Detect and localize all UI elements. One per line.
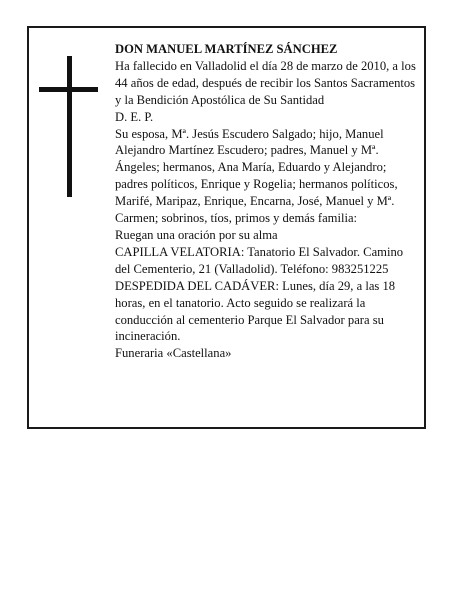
rest-in-peace: D. E. P. — [115, 109, 154, 124]
obituary-notice — [27, 26, 426, 429]
chapel-details: Tanatorio El Salvador. Camino del Cementerio, 21 (Valladolid). Teléfono: 983251225 — [115, 244, 404, 276]
farewell-details: Lunes, día 29, a las 18 horas, en el tanatorio. Acto seguido se realizará la conducción al cementerio Parque El Salvador para su incineración. — [115, 278, 396, 344]
farewell-label: DESPEDIDA DEL CADÁVER: — [115, 278, 279, 293]
chapel-info — [115, 244, 420, 278]
chapel-label: CAPILLA VELATORIA: — [115, 244, 245, 259]
cross-icon — [67, 56, 72, 197]
obituary-text — [115, 41, 420, 362]
funeral-home: Funeraria «Castellana» — [115, 346, 232, 361]
death-announcement: Ha fallecido en Valladolid el día 28 de marzo de 2010, a los 44 años de edad, después de recibir los Santos Sacramentos y la Bendición Apostólica de Su Santidad — [115, 58, 416, 107]
farewell-info — [115, 278, 420, 346]
cross-icon-arm — [39, 87, 98, 92]
prayer-request: Ruegan una oración por su alma — [115, 227, 278, 242]
family-list: Su esposa, Mª. Jesús Escudero Salgado; hijo, Manuel Alejandro Martínez Escudero; padres, Manuel y Mª. Ángeles; hermanos, Ana María, Eduardo y Alejandro; padres políticos, Enrique y Rogelia; hermanos políticos, Marifé, Maripaz, Enrique, Encarna, José, Manuel y Mª. Carmen; sobrinos, tíos, primos y demás familia: — [115, 126, 398, 226]
deceased-name: DON MANUEL MARTÍNEZ SÁNCHEZ — [115, 42, 338, 56]
